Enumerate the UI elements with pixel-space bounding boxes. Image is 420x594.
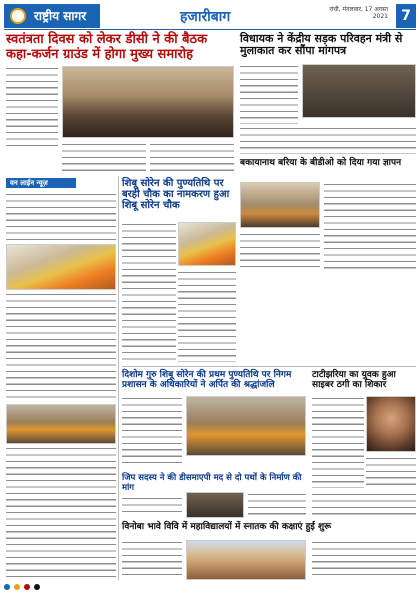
brief-text-1 (6, 192, 116, 242)
memorandum-photo (240, 182, 320, 228)
tribute-headline: दिशोम गुरु शिबू सोरेन की प्रथम पुण्यतिथि पर निगम प्रशासन के अधिकारियों ने अर्पित की श्रद्धांजलि (122, 370, 292, 391)
soren-chowk-text (122, 222, 176, 362)
emblem-icon (10, 8, 26, 24)
mp-photo (302, 64, 416, 118)
edition-date: रांची, मंगलवार, 17 अगस्त 2021 (329, 6, 388, 20)
road-demand-headline: जिप सदस्य ने की डीसमाएपी मद से दो पथों के निर्माण की मांग (122, 473, 302, 493)
brand-name: राष्ट्रीय सागर (34, 9, 87, 23)
university-photo (186, 540, 306, 580)
mp-headline: विधायक ने केंद्रीय सड़क परिवहन मंत्री से मुलाकात कर सौंपा मांगपत्र (240, 32, 403, 58)
lead-photo (62, 66, 234, 138)
memorandum-text (324, 182, 416, 272)
masthead-rule (4, 29, 416, 30)
brief-photo (6, 244, 116, 290)
edition-city: हजारीबाग (180, 9, 231, 25)
soren-chowk-more (178, 270, 236, 362)
soren-chowk-photo (178, 222, 236, 266)
brief-text-3 (6, 446, 116, 578)
road-demand-photo (186, 492, 244, 518)
footer-dot (4, 584, 10, 590)
lead-caption-text (62, 142, 146, 172)
tribute-text (122, 396, 182, 468)
footer-dot (14, 584, 20, 590)
tribute-photo (186, 396, 306, 456)
university-more (312, 540, 416, 580)
cyber-fraud-photo (366, 396, 416, 452)
section-rule (122, 366, 416, 367)
cyber-fraud-tail (312, 492, 416, 518)
cyber-fraud-text (312, 396, 364, 488)
university-headline: विनोबा भावे विवि में महाविद्यालयों में स्नातक की कक्षाएं हुईं शुरू (122, 522, 332, 532)
page-footer (4, 584, 416, 590)
cyber-fraud-headline: टाटीझरिया का युवक हुआ साइबर ठगी का शिकार (312, 370, 396, 391)
mp-text (240, 64, 298, 124)
university-text (122, 540, 182, 580)
road-demand-text (122, 496, 182, 516)
newspaper-brand (4, 4, 100, 28)
brief-text-2 (6, 292, 116, 402)
lead-more-text (150, 142, 234, 172)
soren-chowk-headline: शिबू सोरेन की पुण्यतिथि पर बरही चौक का नामकरण हुआ शिबू सोरेन चौक (122, 178, 230, 212)
masthead (4, 4, 416, 28)
column-divider (118, 176, 119, 580)
lead-text (6, 66, 58, 146)
brief-banner: वन लाईन न्यूज़ (6, 178, 76, 188)
cyber-fraud-more (366, 456, 416, 488)
mp-more-text (240, 126, 416, 154)
memorandum-headline: बकायानाथ बरिया के बीडीओ को दिया गया ज्ञापन (240, 158, 402, 168)
road-demand-more (248, 492, 306, 518)
footer-dot (24, 584, 30, 590)
memorandum-more-text (240, 232, 320, 272)
page-number: 7 (396, 4, 416, 28)
footer-dot (34, 584, 40, 590)
brief-photo-2 (6, 404, 116, 444)
lead-headline: स्वतंत्रता दिवस को लेकर डीसी ने की बैठक कहा-कर्जन ग्राउंड में होगा मुख्य समारोह (6, 32, 208, 62)
